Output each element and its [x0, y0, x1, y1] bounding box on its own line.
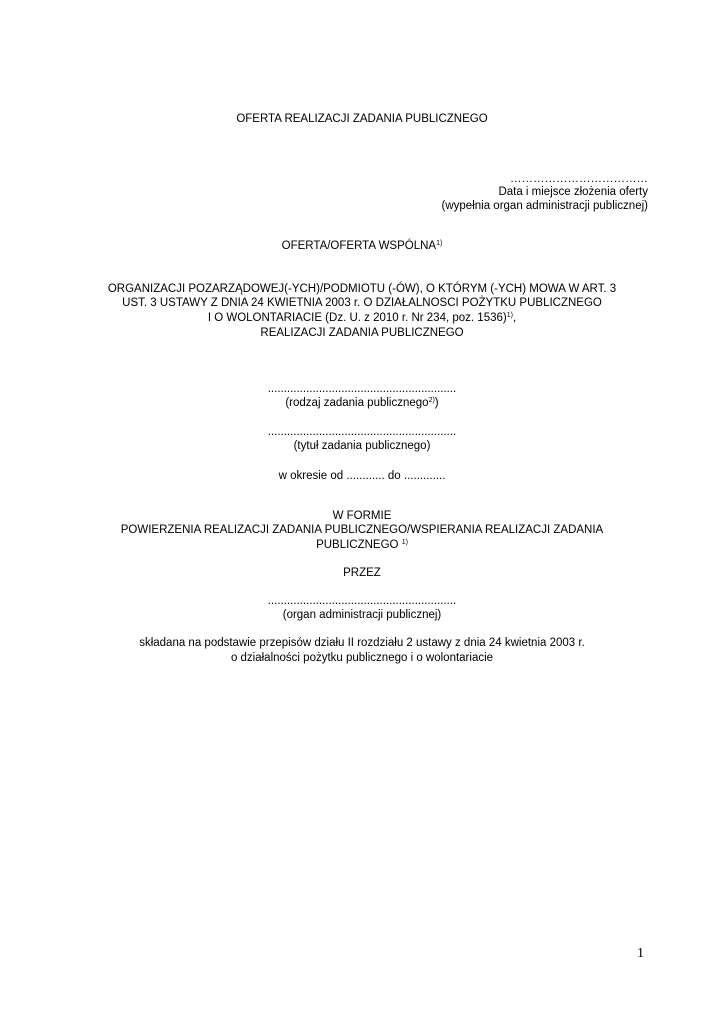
organization-line-2: UST. 3 USTAWY Z DNIA 24 KWIETNIA 2003 r. O DZIAŁALNOSCI POŻYTKU PUBLICZNEGO [122, 297, 602, 309]
task-type-dots: ........................................................... [267, 383, 457, 395]
organization-line-4: REALIZACJI ZADANIA PUBLICZNEGO [260, 327, 464, 339]
date-label: Data i miejsce złożenia oferty [498, 186, 648, 198]
form-line-2-text: PUBLICZNEGO [316, 539, 399, 551]
organization-line-1: ORGANIZACJI POZARZĄDOWEJ(-YCH)/PODMIOTU (-ÓW), O KTÓRYM (-YCH) MOWA W ART. 3 [107, 283, 617, 295]
offer-type-text: OFERTA/OFERTA WSPÓLNA [281, 240, 437, 252]
task-title-dots: ........................................................... [267, 426, 457, 438]
task-type-close: ) [434, 397, 439, 409]
form-heading: W FORMIE [332, 510, 392, 522]
authority-dots: ........................................................... [267, 595, 457, 607]
organization-line-3 [0, 311, 724, 326]
form-footnote: 1) [401, 539, 408, 546]
page-number: 1 [637, 946, 644, 961]
date-note: (wypełnia organ administracji publicznej) [441, 200, 648, 212]
form-line-2 [0, 538, 724, 553]
offer-type-footnote: 1) [436, 240, 443, 247]
task-type-text: (rodzaj zadania publicznego [285, 397, 429, 409]
organization-line-3-text: I O WOLONTARIACIE (Dz. U. z 2010 r. Nr 234, poz. 1536) [207, 312, 507, 324]
period-line: w okresie od ............ do ............. [278, 470, 446, 482]
date-dots: ……………………………… [510, 173, 648, 185]
offer-type-heading [0, 239, 724, 254]
basis-line-2: o działalności pożytku publicznego i o wolontariacie [230, 652, 494, 664]
organization-footnote: 1) [506, 312, 513, 319]
task-type-label [0, 396, 724, 411]
document-title: OFERTA REALIZACJI ZADANIA PUBLICZNEGO [236, 113, 488, 125]
basis-line-1: składana na podstawie przepisów działu II rozdziału 2 ustawy z dnia 24 kwietnia 2003 r. [139, 637, 585, 649]
by-heading: PRZEZ [343, 567, 381, 579]
form-line-1: POWIERZENIA REALIZACJI ZADANIA PUBLICZNEGO/WSPIERANIA REALIZACJI ZADANIA [120, 524, 604, 536]
task-title-label: (tytuł zadania publicznego) [293, 440, 431, 452]
authority-label: (organ administracji publicznej) [282, 609, 442, 621]
organization-line-3-tail: , [512, 312, 517, 324]
task-type-footnote: 2) [428, 397, 435, 404]
